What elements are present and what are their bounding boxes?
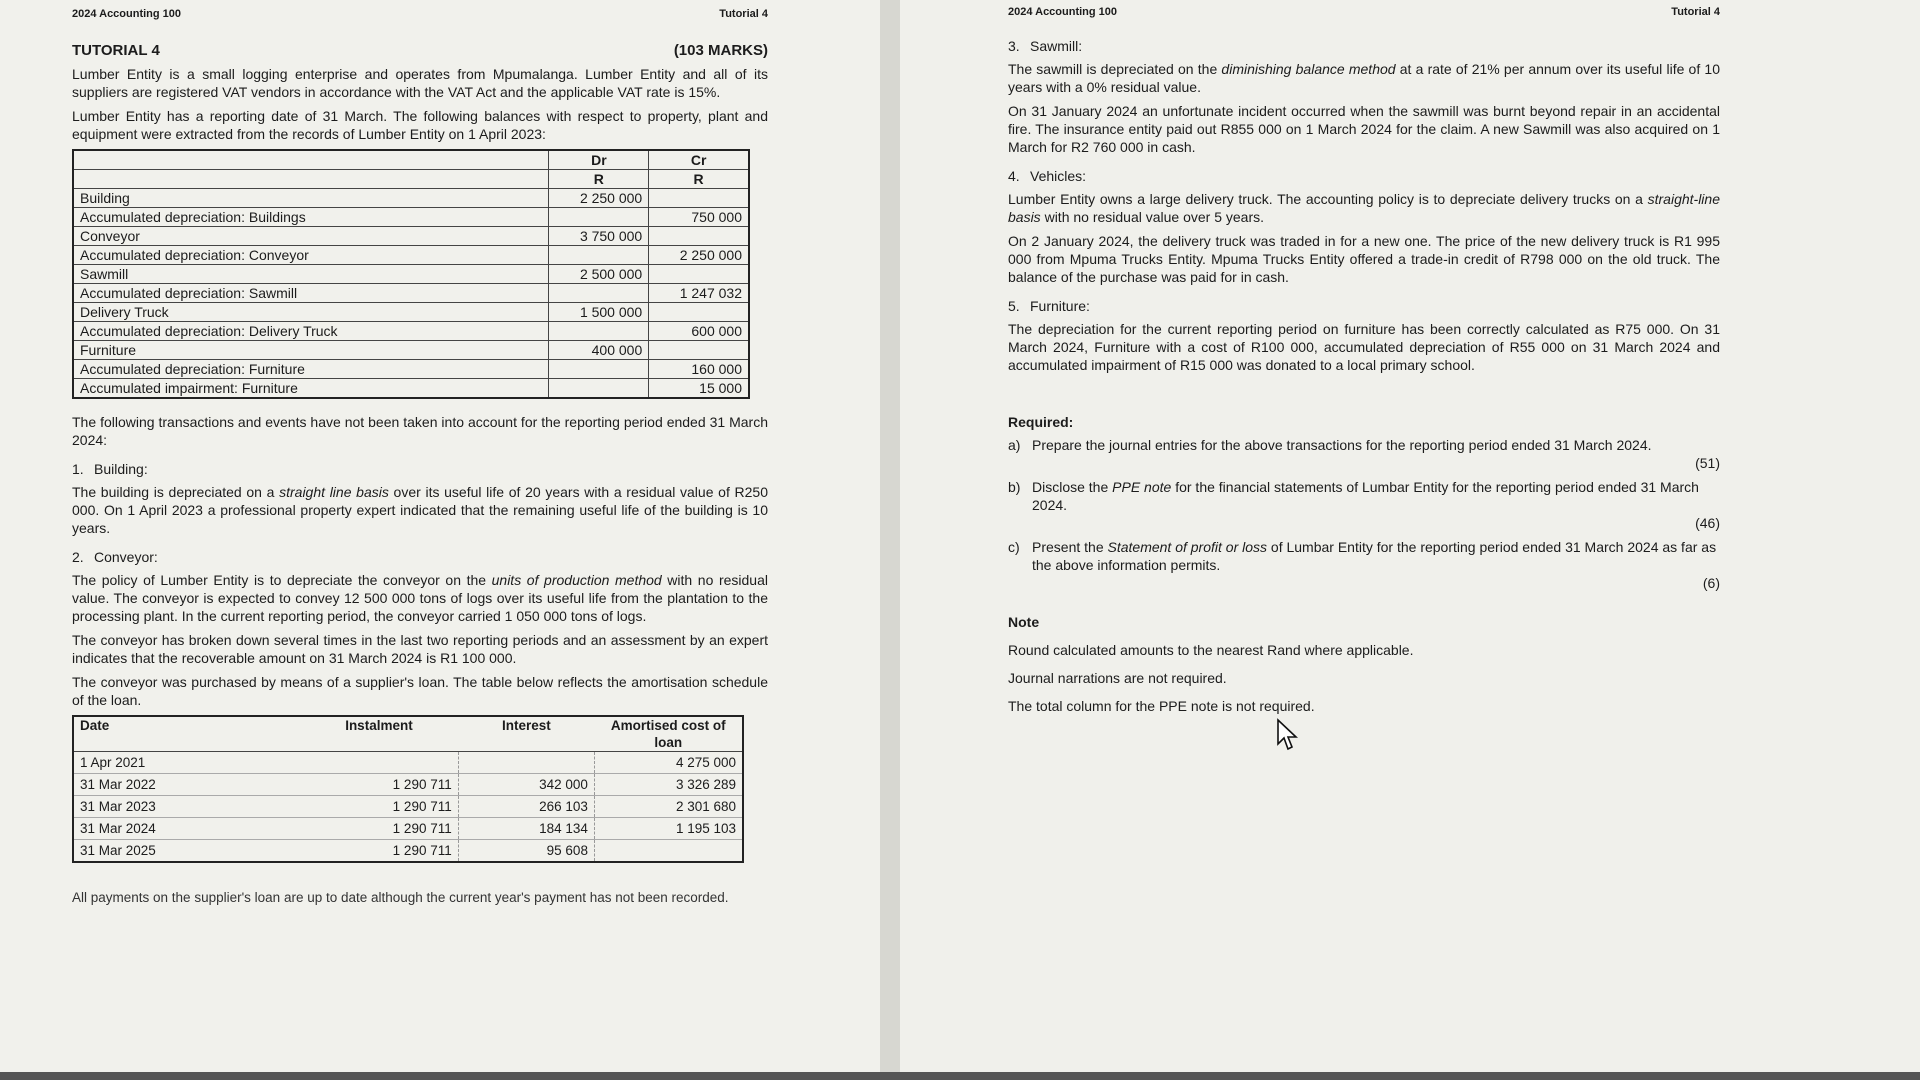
item-marks: (46) <box>1695 515 1720 531</box>
row-instalment: 1 290 711 <box>300 818 459 840</box>
col-date: Date <box>73 716 300 752</box>
tutorial-label: Tutorial 4 <box>1671 6 1720 18</box>
table-row <box>73 227 749 246</box>
row-interest: 184 134 <box>458 818 594 840</box>
transactions-intro: The following transactions and events have not been taken into account for the reporting period ended 31 March 2024: <box>72 414 768 448</box>
section-title: Sawmill: <box>1030 38 1083 54</box>
section-vehicles-heading <box>1008 168 1720 184</box>
conveyor-paragraph-3: The conveyor was purchased by means of a supplier's loan. The table below reflects the amortisation schedule of the loan. <box>72 674 768 708</box>
col-amortised: Amortised cost of loan <box>594 716 743 752</box>
loan-footer-note: All payments on the supplier's loan are up to date although the current year's payment has not been recorded. <box>72 890 729 905</box>
col-interest: Interest <box>458 716 594 752</box>
table-row <box>73 303 749 322</box>
note-line: Journal narrations are not required. <box>1008 670 1227 686</box>
table-row <box>73 379 749 399</box>
table-row <box>73 818 743 840</box>
balances-table <box>72 149 750 399</box>
page-title: TUTORIAL 4 <box>72 42 160 59</box>
table-row <box>73 189 749 208</box>
row-interest: 95 608 <box>458 840 594 863</box>
col-instalment: Instalment <box>300 716 459 752</box>
amortisation-table <box>72 715 744 863</box>
row-dr <box>549 246 649 265</box>
note-line: The total column for the PPE note is not required. <box>1008 698 1315 714</box>
table-row <box>73 284 749 303</box>
section-number: 4. <box>1008 168 1020 184</box>
row-cr: 750 000 <box>649 208 749 227</box>
item-letter: c) <box>1008 539 1020 555</box>
course-name: 2024 Accounting 100 <box>1008 6 1118 18</box>
row-label: Accumulated depreciation: Delivery Truck <box>73 322 549 341</box>
required-item-c: c) Present the Statement of profit or loss of Lumbar Entity for the reporting period ended 31 March 2024 as far as the above information permits. (6) <box>1008 539 1720 591</box>
row-dr: 400 000 <box>549 341 649 360</box>
table-row <box>73 774 743 796</box>
section-number: 5. <box>1008 298 1020 314</box>
row-dr <box>549 379 649 399</box>
row-cr <box>649 265 749 284</box>
table-row <box>73 752 743 774</box>
page-gutter <box>880 0 900 1072</box>
row-amortised: 3 326 289 <box>594 774 743 796</box>
row-instalment <box>300 752 459 774</box>
row-cr: 160 000 <box>649 360 749 379</box>
row-label: Furniture <box>73 341 549 360</box>
title-row <box>72 42 768 59</box>
row-dr: 2 500 000 <box>549 265 649 284</box>
row-date: 31 Mar 2023 <box>73 796 300 818</box>
amortisation-header-row <box>73 716 743 752</box>
furniture-paragraph: The depreciation for the current reporting period on furniture has been correctly calculated as R75 000. On 31 March 2024, Furniture with a cost of R100 000, accumulated depreciation of R55 000 on 31 March 2024 and accumulated impairment of R15 000 was donated to a local primary school. <box>1008 321 1720 373</box>
row-cr <box>649 303 749 322</box>
item-marks: (6) <box>1702 575 1720 591</box>
page-header <box>72 8 768 24</box>
row-cr: 600 000 <box>649 322 749 341</box>
section-number: 3. <box>1008 38 1020 54</box>
section-sawmill-heading <box>1008 38 1720 54</box>
section-number: 2. <box>72 549 84 565</box>
row-label: Accumulated depreciation: Conveyor <box>73 246 549 265</box>
section-title: Conveyor: <box>94 549 158 565</box>
row-interest: 266 103 <box>458 796 594 818</box>
row-label: Delivery Truck <box>73 303 549 322</box>
item-letter: b) <box>1008 479 1021 495</box>
row-dr <box>549 360 649 379</box>
row-label: Accumulated depreciation: Buildings <box>73 208 549 227</box>
table-row <box>73 208 749 227</box>
table-row <box>73 246 749 265</box>
row-cr <box>649 341 749 360</box>
balances-unit-row <box>73 170 749 189</box>
conveyor-paragraph-2: The conveyor has broken down several times in the last two reporting periods and an assessment by an expert indicates that the recoverable amount on 31 March 2024 is R1 100 000. <box>72 632 768 666</box>
building-paragraph: The building is depreciated on a straight line basis over its useful life of 20 years with a residual value of R250 000. On 1 April 2023 a professional property expert indicated that the remaining useful life of the building is 10 years. <box>72 484 768 536</box>
row-date: 31 Mar 2025 <box>73 840 300 863</box>
row-dr: 3 750 000 <box>549 227 649 246</box>
tutorial-label: Tutorial 4 <box>719 8 768 20</box>
row-instalment: 1 290 711 <box>300 774 459 796</box>
section-number: 1. <box>72 461 84 477</box>
table-row <box>73 796 743 818</box>
vehicles-paragraph-2: On 2 January 2024, the delivery truck was traded in for a new one. The price of the new delivery truck is R1 995 000 from Mpuma Trucks Entity. Mpuma Trucks Entity offered a trade-in credit of R798 000 on the old truck. The balance of the purchase was paid for in cash. <box>1008 233 1720 285</box>
unit-dr: R <box>549 170 649 189</box>
conveyor-paragraph-1: The policy of Lumber Entity is to depreciate the conveyor on the units of production method with no residual value. The conveyor is expected to convey 12 500 000 tons of logs over its useful life from the plantation to the processing plant. In the current reporting period, the conveyor carried 1 050 000 tons of logs. <box>72 572 768 624</box>
table-row <box>73 360 749 379</box>
row-date: 31 Mar 2022 <box>73 774 300 796</box>
row-label: Sawmill <box>73 265 549 284</box>
sawmill-paragraph-1: The sawmill is depreciated on the diminishing balance method at a rate of 21% per annum over its useful life of 10 years with a 0% residual value. <box>1008 61 1720 95</box>
row-cr: 1 247 032 <box>649 284 749 303</box>
row-instalment: 1 290 711 <box>300 840 459 863</box>
course-name: 2024 Accounting 100 <box>72 8 182 20</box>
row-dr <box>549 208 649 227</box>
row-cr: 2 250 000 <box>649 246 749 265</box>
col-cr: Cr <box>649 150 749 170</box>
row-dr: 2 250 000 <box>549 189 649 208</box>
section-conveyor-heading <box>72 549 768 565</box>
unit-cr: R <box>649 170 749 189</box>
required-heading: Required: <box>1008 414 1074 430</box>
note-line: Round calculated amounts to the nearest Rand where applicable. <box>1008 642 1414 658</box>
bottom-edge <box>0 1072 1920 1080</box>
section-title: Vehicles: <box>1030 168 1087 184</box>
row-interest: 342 000 <box>458 774 594 796</box>
row-amortised <box>594 840 743 863</box>
row-label: Accumulated depreciation: Furniture <box>73 360 549 379</box>
section-furniture-heading <box>1008 298 1720 314</box>
table-row <box>73 341 749 360</box>
table-row <box>73 840 743 863</box>
row-amortised: 2 301 680 <box>594 796 743 818</box>
table-row <box>73 322 749 341</box>
page-right <box>900 0 1920 1072</box>
note-heading: Note <box>1008 614 1040 630</box>
row-instalment: 1 290 711 <box>300 796 459 818</box>
row-amortised: 1 195 103 <box>594 818 743 840</box>
row-label: Building <box>73 189 549 208</box>
item-marks: (51) <box>1695 455 1720 471</box>
row-dr <box>549 322 649 341</box>
required-item-b: b) Disclose the PPE note for the financial statements of Lumbar Entity for the reporting period ended 31 March 2024. (46) <box>1008 479 1720 531</box>
row-label: Conveyor <box>73 227 549 246</box>
sawmill-paragraph-2: On 31 January 2024 an unfortunate incident occurred when the sawmill was burnt beyond repair in an accidental fire. The insurance entity paid out R855 000 on 1 March 2024 for the claim. A new Sawmill was also acquired on 1 March for R2 760 000 in cash. <box>1008 103 1720 155</box>
section-title: Building: <box>94 461 148 477</box>
intro-paragraph-2: Lumber Entity has a reporting date of 31 March. The following balances with respect to property, plant and equipment were extracted from the records of Lumber Entity on 1 April 2023: <box>72 108 768 142</box>
row-interest <box>458 752 594 774</box>
intro-paragraph-1: Lumber Entity is a small logging enterprise and operates from Mpumalanga. Lumber Entity and all of its suppliers are registered VAT vendors in accordance with the VAT Act and the applicable VAT rate is 15%. <box>72 66 768 100</box>
row-date: 31 Mar 2024 <box>73 818 300 840</box>
row-label: Accumulated impairment: Furniture <box>73 379 549 399</box>
row-dr <box>549 284 649 303</box>
section-building-heading <box>72 461 768 477</box>
vehicles-paragraph-1: Lumber Entity owns a large delivery truck. The accounting policy is to depreciate delivery trucks on a straight-line basis with no residual value over 5 years. <box>1008 191 1720 225</box>
table-row <box>73 265 749 284</box>
mouse-pointer-icon <box>1276 718 1300 752</box>
row-date: 1 Apr 2021 <box>73 752 300 774</box>
required-item-a: a) Prepare the journal entries for the above transactions for the reporting period ended 31 March 2024. (51) <box>1008 437 1720 471</box>
row-cr: 15 000 <box>649 379 749 399</box>
row-amortised: 4 275 000 <box>594 752 743 774</box>
total-marks: (103 MARKS) <box>673 42 768 59</box>
page-left <box>0 0 880 1072</box>
col-dr: Dr <box>549 150 649 170</box>
balances-header-row <box>73 150 749 170</box>
item-letter: a) <box>1008 437 1021 453</box>
page-header <box>1008 6 1720 22</box>
section-title: Furniture: <box>1030 298 1090 314</box>
row-cr <box>649 189 749 208</box>
row-cr <box>649 227 749 246</box>
row-label: Accumulated depreciation: Sawmill <box>73 284 549 303</box>
row-dr: 1 500 000 <box>549 303 649 322</box>
